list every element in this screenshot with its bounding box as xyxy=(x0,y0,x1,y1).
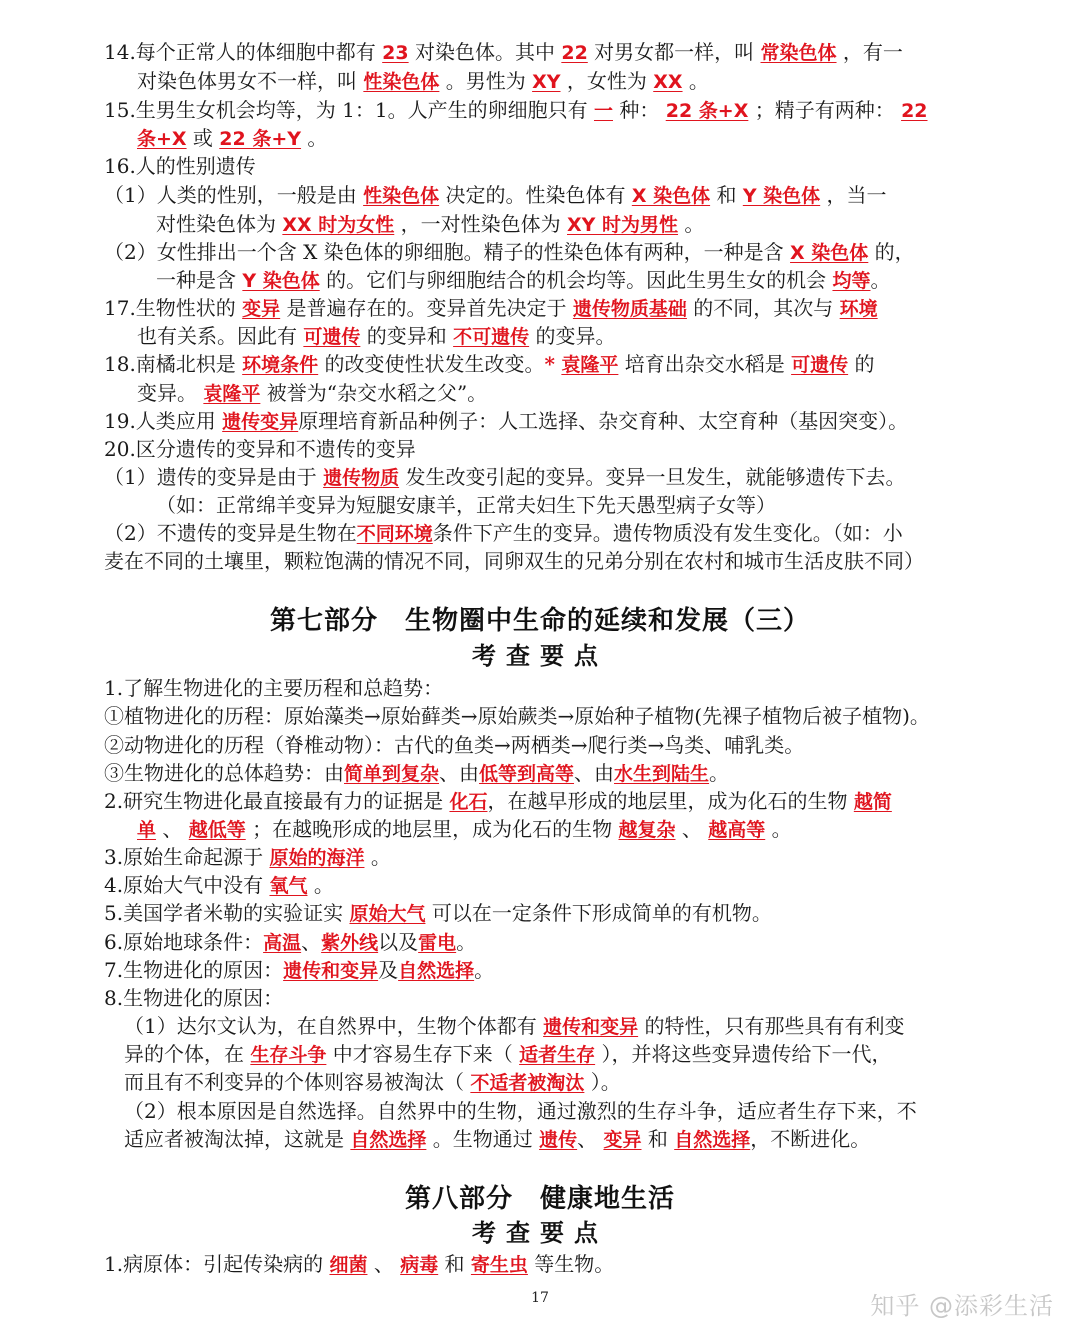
line: 5.美国学者米勒的实验证实 原始大气 可以在一定条件下形成简单的有机物。 xyxy=(104,901,772,925)
line: 8.生物进化的原因： xyxy=(104,986,284,1010)
answer: XX xyxy=(653,71,683,93)
page-number: 17 xyxy=(531,1290,549,1306)
answer: 22 xyxy=(561,42,588,64)
line: ①植物进化的历程：原始藻类→原始藓类→原始蕨类→原始种子植物(先裸子植物后被子植物)。 xyxy=(104,704,930,728)
line: 7.生物进化的原因：遗传和变异及自然选择。 xyxy=(104,958,495,982)
line: 4.原始大气中没有 氧气 。 xyxy=(104,873,334,897)
line: （1）人类的性别，一般是由 性染色体 决定的。性染色体有 X 染色体 和 Y 染色体 ，当一 xyxy=(104,183,887,207)
answer: 袁隆平 xyxy=(203,383,261,405)
answer: X 染色体 xyxy=(631,185,711,207)
line: 异的个体，在 生存斗争 中才容易生存下来（ 适者生存 ），并将这些变异遗传给下一代， xyxy=(124,1042,892,1066)
answer: 变异 xyxy=(242,298,281,320)
line: （1）达尔文认为，在自然界中，生物个体都有 遗传和变异 的特性，只有那些具有有利变 xyxy=(124,1014,905,1038)
answer: 23 xyxy=(382,42,409,64)
answer: 细菌 xyxy=(329,1254,368,1276)
answer: Y 染色体 xyxy=(242,270,320,292)
line: 条+X 或 22 条+Y 。 xyxy=(137,126,328,150)
answer: 22 xyxy=(901,100,928,122)
line: 20.区分遗传的变异和不遗传的变异 xyxy=(104,437,416,461)
answer: 性染色体 xyxy=(363,71,440,93)
line: ②动物进化的历程（脊椎动物）：古代的鱼类→两栖类→爬行类→鸟类、哺乳类。 xyxy=(104,733,805,757)
answer: 环境 xyxy=(839,298,878,320)
answer: 高温 xyxy=(263,932,302,954)
line: 对性染色体为 XX 时为女性 ，一对性染色体为 XY 时为男性 。 xyxy=(156,212,705,236)
answer: 简单到复杂 xyxy=(344,763,440,785)
answer: XY 时为男性 xyxy=(567,214,679,236)
line: ③生物进化的总体趋势：由简单到复杂、由低等到高等、由水生到陆生。 xyxy=(104,761,730,785)
answer: 自然选择 xyxy=(674,1129,751,1151)
answer: 单 xyxy=(137,819,157,841)
answer: 越简 xyxy=(853,791,892,813)
answer: 可遗传 xyxy=(303,326,361,348)
answer: 遗传物质 xyxy=(323,467,400,489)
answer: 越低等 xyxy=(188,819,246,841)
answer: 袁隆平 xyxy=(561,354,619,376)
answer: 水生到陆生 xyxy=(614,763,710,785)
answer: Y 染色体 xyxy=(742,185,821,207)
answer: 化石 xyxy=(449,791,488,813)
answer: 寄生虫 xyxy=(470,1254,528,1276)
line: 一种是含 Y 染色体 的。它们与卵细胞结合的机会均等。因此生男生女的机会 均等。 xyxy=(156,268,891,292)
line: （如：正常绵羊变异为短腿安康羊，正常夫妇生下先天愚型病子女等） xyxy=(156,493,776,517)
answer: 遗传和变异 xyxy=(283,960,379,982)
answer: XX 时为女性 xyxy=(282,214,395,236)
answer: 遗传变异 xyxy=(222,411,299,433)
line: 单 、 越低等 ；在越晚形成的地层里，成为化石的生物 越复杂 、 越高等 。 xyxy=(137,817,792,841)
line: 6.原始地球条件：高温、紫外线以及雷电。 xyxy=(104,930,477,954)
answer: 常染色体 xyxy=(760,42,837,64)
section-title: 第七部分 生物圈中生命的延续和发展（三） xyxy=(269,606,810,636)
answer: 雷电 xyxy=(418,932,457,954)
line: 1.病原体：引起传染病的 细菌 、 病毒 和 寄生虫 等生物。 xyxy=(104,1252,615,1276)
answer: X 染色体 xyxy=(790,242,869,264)
line: （2）根本原因是自然选择。自然界中的生物，通过激烈的生存斗争，适应者生存下来，不 xyxy=(124,1099,917,1123)
answer: 均等 xyxy=(832,270,871,292)
answer: 可遗传 xyxy=(791,354,849,376)
answer: 低等到高等 xyxy=(479,763,575,785)
line: （1）遗传的变异是由于 遗传物质 发生改变引起的变异。变异一旦发生，就能够遗传下去。 xyxy=(104,465,906,489)
line: 17.生物性状的 变异 是普遍存在的。变异首先决定于 遗传物质基础 的不同，其次与 环境 xyxy=(104,296,878,320)
line: 18.南橘北枳是 环境条件 的改变使性状发生改变。* 袁隆平 培育出杂交水稻是 可遗传 的 xyxy=(104,352,875,376)
line: 适应者被淘汰掉，这就是 自然选择 。生物通过 遗传、 变异 和 自然选择，不断进化。 xyxy=(124,1127,871,1151)
line: 16.人的性别遗传 xyxy=(104,154,256,178)
line: 2.研究生物进化最直接最有力的证据是 化石，在越早形成的地层里，成为化石的生物 越简 xyxy=(104,789,892,813)
line: 对染色体男女不一样，叫 性染色体 。男性为 XY ，女性为 XX 。 xyxy=(137,69,709,93)
answer: 适者生存 xyxy=(519,1044,596,1066)
line: 19.人类应用 遗传变异原理培育新品种例子：人工选择、杂交育种、太空育种（基因突变）。 xyxy=(104,409,909,433)
answer: 原始的海洋 xyxy=(269,847,365,869)
section-title: 第八部分 健康地生活 xyxy=(404,1184,675,1214)
line: 变异。 袁隆平 被誉为“杂交水稻之父”。 xyxy=(137,381,488,405)
answer: 生存斗争 xyxy=(250,1044,327,1066)
answer: 原始大气 xyxy=(349,903,426,925)
line: 1.了解生物进化的主要历程和总趋势： xyxy=(104,676,444,700)
answer: 变异 xyxy=(603,1129,642,1151)
answer: XY xyxy=(532,71,561,93)
answer: 遗传和变异 xyxy=(543,1016,639,1038)
line: 麦在不同的土壤里，颗粒饱满的情况不同，同卵双生的兄弟分别在农村和城市生活皮肤不同） xyxy=(104,549,924,573)
line: 3.原始生命起源于 原始的海洋 。 xyxy=(104,845,391,869)
line: （2）不遗传的变异是生物在不同环境条件下产生的变异。遗传物质没有发生变化。（如：小 xyxy=(104,521,903,545)
answer: 病毒 xyxy=(400,1254,439,1276)
watermark: 知乎 @添彩生活 xyxy=(870,1292,1054,1320)
line: （2）女性排出一个含 X 染色体的卵细胞。精子的性染色体有两种，一种是含 X 染色体 的， xyxy=(104,240,915,264)
line: 15.生男生女机会均等，为 1：1。人产生的卵细胞只有 一 种： 22 条+X ；精子有两种： 22 xyxy=(104,98,928,122)
line: 也有关系。因此有 可遗传 的变异和 不可遗传 的变异。 xyxy=(137,324,616,348)
answer: 条+X xyxy=(137,128,187,150)
answer: 性染色体 xyxy=(363,185,440,207)
answer: 自然选择 xyxy=(350,1129,427,1151)
answer: 越复杂 xyxy=(618,819,676,841)
answer: 不同环境 xyxy=(356,523,433,545)
answer: 环境条件 xyxy=(242,354,319,376)
answer: 自然选择 xyxy=(398,960,475,982)
answer: 22 条+Y xyxy=(219,128,302,150)
answer: 不可遗传 xyxy=(453,326,530,348)
answer: 一 xyxy=(593,100,613,122)
section-subtitle: 考查要点 xyxy=(472,1219,608,1247)
answer: 不适者被淘汰 xyxy=(470,1072,585,1094)
answer: 越高等 xyxy=(708,819,766,841)
answer: 遗传物质基础 xyxy=(572,298,687,320)
line: 14.每个正常人的体细胞中都有 23 对染色体。其中 22 对男女都一样，叫 常染色体 ，有一 xyxy=(104,40,903,64)
answer: 22 条+X xyxy=(665,100,749,122)
line: 而且有不利变异的个体则容易被淘汰（ 不适者被淘汰 ）。 xyxy=(124,1070,621,1094)
section-subtitle: 考查要点 xyxy=(472,642,608,670)
answer: 紫外线 xyxy=(321,932,379,954)
answer: 氧气 xyxy=(269,875,308,897)
answer: 遗传 xyxy=(539,1129,578,1151)
